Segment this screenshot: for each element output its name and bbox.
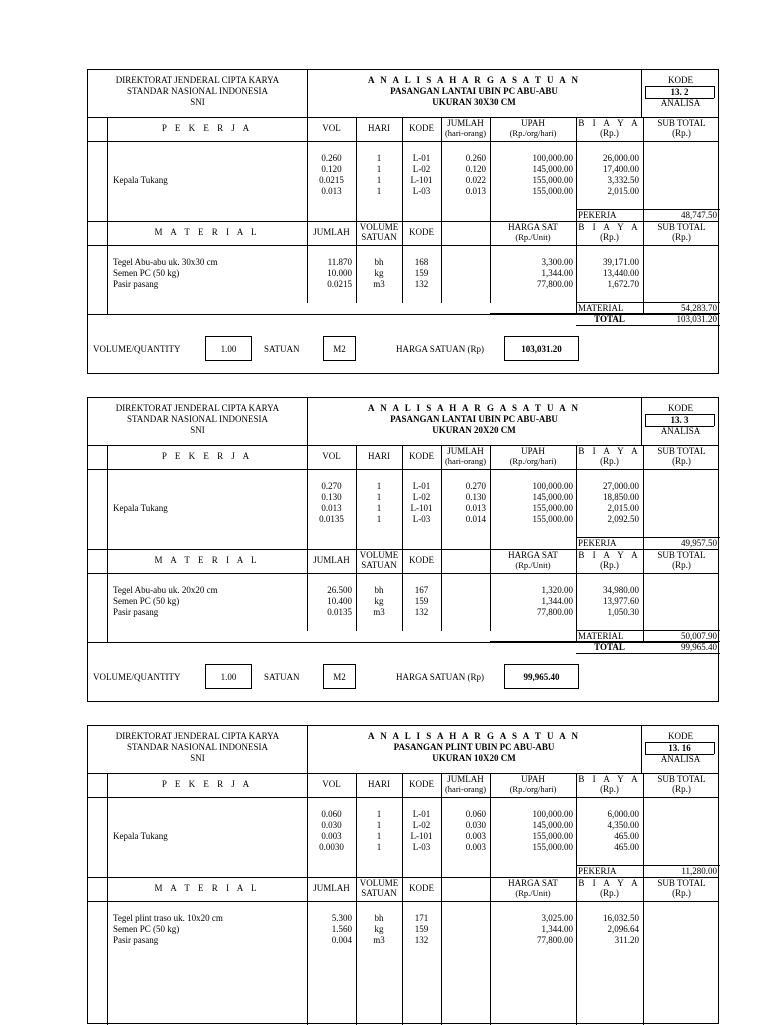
column-divider xyxy=(356,773,357,1025)
labor-upah: 155,000.00 xyxy=(532,503,573,513)
analysis-code: 13. 3 xyxy=(670,415,689,425)
standard-label: STANDAR NASIONAL INDONESIA xyxy=(127,742,268,752)
analysis-title: A N A L I S A H A R G A S A T U A N xyxy=(368,75,580,85)
row-divider xyxy=(88,901,718,902)
hari-header: HARI xyxy=(368,451,390,461)
material-kode-header: KODE xyxy=(409,883,434,893)
biaya-unit: (Rp.) xyxy=(600,128,619,138)
labor-hari: 1 xyxy=(376,481,382,491)
column-divider xyxy=(107,773,108,1025)
material-jumlah: 10.000 xyxy=(327,268,352,278)
vol-header: VOL xyxy=(322,123,341,133)
work-item-size: UKURAN 30X30 CM xyxy=(432,97,516,107)
labor-hari: 1 xyxy=(376,809,382,819)
material-biaya-header: B I A Y A xyxy=(578,222,641,232)
labor-biaya: 18,850.00 xyxy=(603,492,639,502)
labor-jumlah: 0.130 xyxy=(465,492,486,502)
pekerja-subtotal-value: 11,280.00 xyxy=(681,866,717,876)
work-item-title: PASANGAN LANTAI UBIN PC ABU-ABU xyxy=(390,86,558,96)
material-biaya-unit: (Rp.) xyxy=(600,888,619,898)
labor-jumlah: 0.022 xyxy=(465,175,486,185)
column-divider xyxy=(490,445,491,631)
jumlah-header: JUMLAH xyxy=(447,446,484,456)
material-jumlah-header: JUMLAH xyxy=(313,883,350,893)
labor-biaya: 2,092.50 xyxy=(607,514,639,524)
material-satuan: m3 xyxy=(373,279,385,289)
unit-price-value: 99,965.40 xyxy=(523,672,560,682)
labor-kode: L-03 xyxy=(412,514,431,524)
upah-unit: (Rp./org/hari) xyxy=(509,456,557,466)
material-jumlah-header: JUMLAH xyxy=(313,555,350,565)
volume-header: VOLUME xyxy=(359,222,399,232)
worker-name: Kepala Tukang xyxy=(113,831,168,841)
material-subtotal-unit: (Rp.) xyxy=(672,888,691,898)
material-harga: 1,344.00 xyxy=(541,924,573,934)
material-satuan: m3 xyxy=(373,935,385,945)
material-name: Tegel plint traso uk. 10x20 cm xyxy=(113,913,223,923)
analysis-sheet xyxy=(87,725,719,1024)
harga-unit: (Rp./Unit) xyxy=(515,560,551,570)
labor-jumlah: 0.013 xyxy=(465,186,486,196)
column-divider xyxy=(441,773,442,1025)
work-item-size: UKURAN 10X20 CM xyxy=(432,753,516,763)
material-name: Tegel Abu-abu uk. 30x30 cm xyxy=(113,257,218,267)
material-biaya-header: B I A Y A xyxy=(578,550,641,560)
column-divider xyxy=(402,445,403,631)
row-divider xyxy=(88,314,718,315)
column-divider xyxy=(107,117,108,314)
material-biaya-unit: (Rp.) xyxy=(600,232,619,242)
volume-quantity-label: VOLUME/QUANTITY xyxy=(93,672,181,682)
material-harga: 1,320.00 xyxy=(541,585,573,595)
material-jumlah: 0.0215 xyxy=(327,279,352,289)
material-kode-header: KODE xyxy=(409,555,434,565)
total-value: 99,965.40 xyxy=(681,642,717,652)
jumlah-unit: (hari-orang) xyxy=(444,784,487,794)
row-divider xyxy=(88,469,718,470)
material-kode: 132 xyxy=(414,935,429,945)
harga-unit: (Rp./Unit) xyxy=(515,888,551,898)
labor-kode: L-01 xyxy=(412,809,431,819)
material-jumlah: 26.500 xyxy=(327,585,352,595)
material-biaya-unit: (Rp.) xyxy=(600,560,619,570)
unit-price-box xyxy=(504,664,579,689)
subtotal-unit: (Rp.) xyxy=(672,128,691,138)
labor-vol: 0.013 xyxy=(321,186,342,196)
labor-kode: L-02 xyxy=(412,492,431,502)
labor-vol: 0.120 xyxy=(321,164,342,174)
labor-hari: 1 xyxy=(376,153,382,163)
material-subtotal-unit: (Rp.) xyxy=(672,232,691,242)
harga-satuan-label: HARGA SATUAN (Rp) xyxy=(396,344,485,354)
material-name: Pasir pasang xyxy=(113,607,159,617)
material-satuan: kg xyxy=(374,924,384,934)
harga-header: HARGA SAT xyxy=(508,550,558,560)
labor-jumlah: 0.260 xyxy=(465,153,486,163)
unit-box xyxy=(323,336,356,361)
labor-vol: 0.270 xyxy=(321,481,342,491)
kode-header: KODE xyxy=(409,451,434,461)
pekerja-subtotal-label: PEKERJA xyxy=(578,538,617,548)
total-label: TOTAL xyxy=(594,642,625,652)
work-item-title: PASANGAN PLINT UBIN PC ABU-ABU xyxy=(393,742,555,752)
total-value: 103,031.20 xyxy=(676,314,717,324)
column-divider xyxy=(307,773,308,1025)
unit-value: M2 xyxy=(333,672,346,682)
material-name: Tegel Abu-abu uk. 20x20 cm xyxy=(113,585,218,595)
labor-vol: 0.130 xyxy=(321,492,342,502)
labor-hari: 1 xyxy=(376,492,382,502)
unit-box xyxy=(323,664,356,689)
labor-jumlah: 0.003 xyxy=(465,831,486,841)
directorate-label: DIREKTORAT JENDERAL CIPTA KARYA xyxy=(115,403,280,413)
material-jumlah: 0.0135 xyxy=(327,607,352,617)
labor-hari: 1 xyxy=(376,186,382,196)
upah-header: UPAH xyxy=(521,774,545,784)
column-divider xyxy=(643,773,644,1025)
material-subtotal-label: MATERIAL xyxy=(578,631,624,641)
quantity-box xyxy=(205,664,252,689)
analysis-code: 13. 2 xyxy=(670,87,689,97)
labor-hari: 1 xyxy=(376,514,382,524)
labor-vol: 0.0030 xyxy=(319,842,344,852)
material-name: Semen PC (50 kg) xyxy=(113,268,180,278)
material-section-header: M A T E R I A L xyxy=(154,883,260,893)
material-satuan: kg xyxy=(374,596,384,606)
material-satuan: bh xyxy=(374,913,384,923)
labor-kode: L-03 xyxy=(412,842,431,852)
sni-label: SNI xyxy=(190,753,205,763)
biaya-header: B I A Y A xyxy=(578,446,641,456)
labor-upah: 145,000.00 xyxy=(532,492,573,502)
material-harga: 3,300.00 xyxy=(541,257,573,267)
labor-upah: 100,000.00 xyxy=(532,481,573,491)
labor-kode: L-01 xyxy=(412,153,431,163)
biaya-unit: (Rp.) xyxy=(600,456,619,466)
labor-upah: 145,000.00 xyxy=(532,164,573,174)
unit-value: M2 xyxy=(333,344,346,354)
material-satuan: bh xyxy=(374,585,384,595)
labor-vol: 0.0135 xyxy=(319,514,344,524)
material-biaya: 1,050.30 xyxy=(607,607,639,617)
column-divider xyxy=(643,445,644,642)
column-divider xyxy=(356,117,357,303)
labor-vol: 0.013 xyxy=(321,503,342,513)
labor-vol: 0.030 xyxy=(321,820,342,830)
labor-kode: L-01 xyxy=(412,481,431,491)
material-jumlah-header: JUMLAH xyxy=(313,227,350,237)
labor-biaya: 27,000.00 xyxy=(603,481,639,491)
material-harga: 77,800.00 xyxy=(537,607,573,617)
worker-name: Kepala Tukang xyxy=(113,503,168,513)
material-subtotal-header: SUB TOTAL xyxy=(657,878,706,888)
labor-jumlah: 0.270 xyxy=(465,481,486,491)
material-satuan: m3 xyxy=(373,607,385,617)
labor-kode: L-101 xyxy=(410,831,433,841)
volume-header: VOLUME xyxy=(359,878,399,888)
column-divider xyxy=(576,445,577,642)
material-biaya: 16,032.50 xyxy=(603,913,639,923)
material-biaya: 2,096.64 xyxy=(607,924,639,934)
biaya-unit: (Rp.) xyxy=(600,784,619,794)
worker-name: Kepala Tukang xyxy=(113,175,168,185)
column-divider xyxy=(576,773,577,1025)
material-kode: 159 xyxy=(414,924,429,934)
jumlah-unit: (hari-orang) xyxy=(444,128,487,138)
labor-vol: 0.003 xyxy=(321,831,342,841)
satuan-label: SATUAN xyxy=(264,344,300,354)
column-divider xyxy=(576,117,577,314)
material-biaya: 311.20 xyxy=(614,935,639,945)
labor-vol: 0.0215 xyxy=(319,175,344,185)
column-divider xyxy=(107,445,108,642)
material-name: Semen PC (50 kg) xyxy=(113,924,180,934)
sni-label: SNI xyxy=(190,97,205,107)
kode-header: KODE xyxy=(409,123,434,133)
directorate-label: DIREKTORAT JENDERAL CIPTA KARYA xyxy=(115,731,280,741)
row-divider xyxy=(88,797,718,798)
code-box-right xyxy=(714,414,715,426)
labor-biaya: 3,332.50 xyxy=(607,175,639,185)
labor-upah: 155,000.00 xyxy=(532,842,573,852)
volume-header: VOLUME xyxy=(359,550,399,560)
labor-upah: 155,000.00 xyxy=(532,831,573,841)
row-divider xyxy=(576,325,720,326)
harga-satuan-label: HARGA SATUAN (Rp) xyxy=(396,672,485,682)
labor-kode: L-101 xyxy=(410,175,433,185)
biaya-header: B I A Y A xyxy=(578,774,641,784)
volume-unit: SATUAN xyxy=(361,232,397,242)
analysis-label: ANALISA xyxy=(660,754,701,764)
sni-label: SNI xyxy=(190,425,205,435)
material-kode: 132 xyxy=(414,279,429,289)
total-label: TOTAL xyxy=(594,314,625,324)
material-biaya: 39,171.00 xyxy=(603,257,639,267)
material-satuan: kg xyxy=(374,268,384,278)
labor-biaya: 465.00 xyxy=(614,831,639,841)
volume-quantity-label: VOLUME/QUANTITY xyxy=(93,344,181,354)
upah-unit: (Rp./org/hari) xyxy=(509,128,557,138)
labor-section-header: P E K E R J A xyxy=(161,779,253,789)
labor-section-header: P E K E R J A xyxy=(161,123,253,133)
labor-upah: 100,000.00 xyxy=(532,153,573,163)
labor-jumlah: 0.030 xyxy=(465,820,486,830)
material-subtotal-header: SUB TOTAL xyxy=(657,222,706,232)
code-label: KODE xyxy=(668,75,693,85)
quantity-value: 1.00 xyxy=(220,672,237,682)
harga-header: HARGA SAT xyxy=(508,878,558,888)
material-subtotal-label: MATERIAL xyxy=(578,303,624,313)
unit-price-value: 103,031.20 xyxy=(521,344,562,354)
row-divider xyxy=(88,573,718,574)
labor-jumlah: 0.013 xyxy=(465,503,486,513)
labor-hari: 1 xyxy=(376,831,382,841)
labor-hari: 1 xyxy=(376,820,382,830)
jumlah-unit: (hari-orang) xyxy=(444,456,487,466)
material-name: Pasir pasang xyxy=(113,279,159,289)
vol-header: VOL xyxy=(322,451,341,461)
code-label: KODE xyxy=(668,731,693,741)
subtotal-header: SUB TOTAL xyxy=(657,118,706,128)
column-divider xyxy=(307,117,308,303)
upah-header: UPAH xyxy=(521,118,545,128)
quantity-value: 1.00 xyxy=(220,344,237,354)
upah-header: UPAH xyxy=(521,446,545,456)
labor-upah: 100,000.00 xyxy=(532,809,573,819)
material-biaya: 1,672.70 xyxy=(607,279,639,289)
labor-jumlah: 0.003 xyxy=(465,842,486,852)
material-name: Pasir pasang xyxy=(113,935,159,945)
material-subtotal-value: 50,007.90 xyxy=(681,631,717,641)
column-divider xyxy=(307,445,308,631)
material-jumlah: 1.560 xyxy=(331,924,352,934)
volume-unit: SATUAN xyxy=(361,888,397,898)
column-divider xyxy=(643,117,644,314)
material-harga: 1,344.00 xyxy=(541,268,573,278)
material-jumlah: 10.400 xyxy=(327,596,352,606)
material-kode-header: KODE xyxy=(409,227,434,237)
vol-header: VOL xyxy=(322,779,341,789)
material-harga: 3,025.00 xyxy=(541,913,573,923)
material-subtotal-value: 54,283.70 xyxy=(681,303,717,313)
standard-label: STANDAR NASIONAL INDONESIA xyxy=(127,414,268,424)
row-divider xyxy=(88,245,718,246)
labor-upah: 155,000.00 xyxy=(532,186,573,196)
material-kode: 171 xyxy=(414,913,429,923)
labor-biaya: 17,400.00 xyxy=(603,164,639,174)
material-name: Semen PC (50 kg) xyxy=(113,596,180,606)
material-kode: 168 xyxy=(414,257,429,267)
code-box-right xyxy=(714,742,715,754)
labor-biaya: 4,350.00 xyxy=(607,820,639,830)
work-item-title: PASANGAN LANTAI UBIN PC ABU-ABU xyxy=(390,414,558,424)
material-kode: 167 xyxy=(414,585,429,595)
column-divider xyxy=(356,445,357,631)
pekerja-subtotal-label: PEKERJA xyxy=(578,866,617,876)
analysis-code: 13. 16 xyxy=(668,743,691,753)
row-divider xyxy=(88,141,718,142)
column-divider xyxy=(441,117,442,303)
analysis-title: A N A L I S A H A R G A S A T U A N xyxy=(368,403,580,413)
code-label: KODE xyxy=(668,403,693,413)
material-kode: 132 xyxy=(414,607,429,617)
material-jumlah: 0.004 xyxy=(331,935,352,945)
code-box-right xyxy=(714,86,715,98)
pekerja-subtotal-label: PEKERJA xyxy=(578,210,617,220)
standard-label: STANDAR NASIONAL INDONESIA xyxy=(127,86,268,96)
row-divider xyxy=(576,653,720,654)
subtotal-header: SUB TOTAL xyxy=(657,774,706,784)
analysis-sheet xyxy=(87,69,719,374)
hari-header: HARI xyxy=(368,123,390,133)
labor-kode: L-03 xyxy=(412,186,431,196)
labor-biaya: 26,000.00 xyxy=(603,153,639,163)
material-biaya: 34,980.00 xyxy=(603,585,639,595)
material-satuan: bh xyxy=(374,257,384,267)
labor-upah: 155,000.00 xyxy=(532,514,573,524)
kode-header: KODE xyxy=(409,779,434,789)
labor-jumlah: 0.060 xyxy=(465,809,486,819)
column-divider xyxy=(490,117,491,303)
labor-jumlah: 0.014 xyxy=(465,514,486,524)
column-divider xyxy=(490,773,491,1025)
labor-kode: L-02 xyxy=(412,164,431,174)
material-biaya: 13,440.00 xyxy=(603,268,639,278)
labor-kode: L-101 xyxy=(410,503,433,513)
labor-kode: L-02 xyxy=(412,820,431,830)
labor-biaya: 2,015.00 xyxy=(607,186,639,196)
harga-header: HARGA SAT xyxy=(508,222,558,232)
directorate-label: DIREKTORAT JENDERAL CIPTA KARYA xyxy=(115,75,280,85)
material-subtotal-header: SUB TOTAL xyxy=(657,550,706,560)
analysis-label: ANALISA xyxy=(660,98,701,108)
jumlah-header: JUMLAH xyxy=(447,118,484,128)
labor-upah: 145,000.00 xyxy=(532,820,573,830)
satuan-label: SATUAN xyxy=(264,672,300,682)
biaya-header: B I A Y A xyxy=(578,118,641,128)
labor-biaya: 465.00 xyxy=(614,842,639,852)
subtotal-unit: (Rp.) xyxy=(672,784,691,794)
material-biaya-header: B I A Y A xyxy=(578,878,641,888)
labor-hari: 1 xyxy=(376,842,382,852)
material-jumlah: 5.300 xyxy=(331,913,352,923)
jumlah-header: JUMLAH xyxy=(447,774,484,784)
work-item-size: UKURAN 20X20 CM xyxy=(432,425,516,435)
labor-biaya: 2,015.00 xyxy=(607,503,639,513)
material-kode: 159 xyxy=(414,268,429,278)
material-biaya: 13,977.60 xyxy=(603,596,639,606)
row-divider xyxy=(88,642,718,643)
material-harga: 77,800.00 xyxy=(537,279,573,289)
column-divider xyxy=(441,445,442,631)
labor-vol: 0.060 xyxy=(321,809,342,819)
harga-unit: (Rp./Unit) xyxy=(515,232,551,242)
pekerja-subtotal-value: 49,957.50 xyxy=(681,538,717,548)
analysis-sheet xyxy=(87,397,719,702)
labor-vol: 0.260 xyxy=(321,153,342,163)
material-harga: 77,800.00 xyxy=(537,935,573,945)
volume-unit: SATUAN xyxy=(361,560,397,570)
subtotal-unit: (Rp.) xyxy=(672,456,691,466)
analysis-label: ANALISA xyxy=(660,426,701,436)
labor-section-header: P E K E R J A xyxy=(161,451,253,461)
labor-upah: 155,000.00 xyxy=(532,175,573,185)
material-section-header: M A T E R I A L xyxy=(154,555,260,565)
pekerja-subtotal-value: 48,747.50 xyxy=(681,210,717,220)
hari-header: HARI xyxy=(368,779,390,789)
column-divider xyxy=(402,117,403,303)
material-section-header: M A T E R I A L xyxy=(154,227,260,237)
subtotal-header: SUB TOTAL xyxy=(657,446,706,456)
upah-unit: (Rp./org/hari) xyxy=(509,784,557,794)
material-jumlah: 11.870 xyxy=(327,257,352,267)
material-harga: 1,344.00 xyxy=(541,596,573,606)
labor-hari: 1 xyxy=(376,175,382,185)
labor-jumlah: 0.120 xyxy=(465,164,486,174)
labor-hari: 1 xyxy=(376,164,382,174)
quantity-box xyxy=(205,336,252,361)
labor-hari: 1 xyxy=(376,503,382,513)
column-divider xyxy=(402,773,403,1025)
material-subtotal-unit: (Rp.) xyxy=(672,560,691,570)
material-kode: 159 xyxy=(414,596,429,606)
analysis-title: A N A L I S A H A R G A S A T U A N xyxy=(368,731,580,741)
labor-biaya: 6,000.00 xyxy=(607,809,639,819)
unit-price-box xyxy=(504,336,579,361)
